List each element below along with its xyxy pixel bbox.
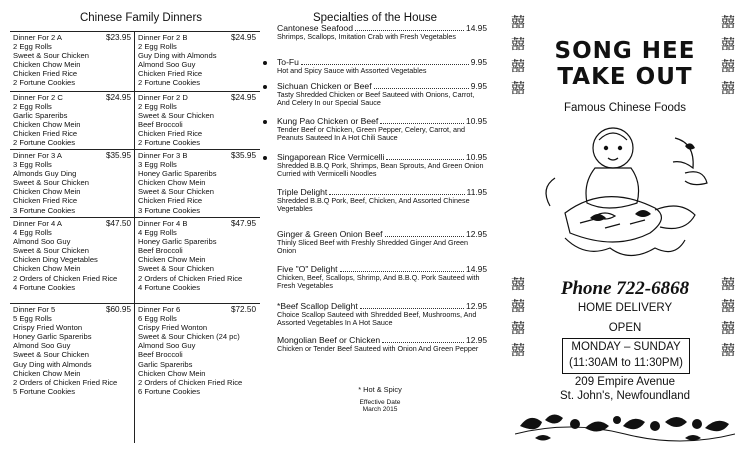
dinner-item: Chicken Chow Mein xyxy=(13,264,81,274)
dinner-item: 2 Egg Rolls xyxy=(138,42,177,52)
double-happiness-icon: 囍 xyxy=(511,299,525,315)
dinner-item: Chicken Chow Mein xyxy=(13,120,81,130)
leader-dots xyxy=(380,123,464,124)
double-happiness-icon: 囍 xyxy=(721,59,735,75)
dinner-price: $23.95 xyxy=(105,33,131,42)
dinner-item: 2 Fortune Cookies xyxy=(13,138,76,148)
dinner-item: 2 Egg Rolls xyxy=(13,42,52,52)
specialty-item xyxy=(277,58,487,75)
dinner-header xyxy=(13,219,131,228)
dinner-item: 5 Fortune Cookies xyxy=(13,386,76,396)
dinner-item: Almond Soo Guy xyxy=(138,60,196,70)
dinner-item: Sweet & Sour Chicken xyxy=(13,51,89,61)
grid-line xyxy=(10,303,260,304)
dinner-card xyxy=(13,151,131,215)
dinner-item: Guy Ding with Almonds xyxy=(138,51,217,61)
dinner-price: $24.95 xyxy=(230,93,256,102)
dinner-name: Dinner For 3 A xyxy=(13,151,62,160)
dinner-item: 2 Fortune Cookies xyxy=(13,78,76,88)
dinner-item: 2 Orders of Chicken Fried Rice xyxy=(13,377,118,387)
dinner-item: Chicken Fried Rice xyxy=(138,69,203,79)
dinner-item: Chicken Fried Rice xyxy=(138,196,203,206)
family-dinners-panel xyxy=(6,8,276,450)
double-happiness-icon: 囍 xyxy=(511,321,525,337)
dinner-item: Almond Soo Guy xyxy=(138,341,196,351)
specialty-price: 11.95 xyxy=(466,187,487,197)
effective-date-label: Effective Date xyxy=(359,399,401,406)
dinner-card xyxy=(13,33,131,88)
specialty-description: Thinly Sliced Beef with Freshly Shredded Ginger And Green Onion xyxy=(277,238,468,256)
dinner-card xyxy=(138,305,256,396)
specialty-item xyxy=(277,302,487,328)
dinner-item: 2 Orders of Chicken Fried Rice xyxy=(138,273,243,283)
specialty-item xyxy=(277,153,487,179)
restaurant-tagline: Famous Chinese Foods xyxy=(563,102,687,114)
dinner-item: 2 Egg Rolls xyxy=(13,102,52,112)
specialty-price: 10.95 xyxy=(466,152,487,162)
grid-line xyxy=(10,217,260,218)
dinner-item: Chicken Chow Mein xyxy=(13,60,81,70)
dinner-price: $35.95 xyxy=(230,151,256,160)
specialty-item xyxy=(277,117,487,143)
dinner-item: Honey Garlic Spareribs xyxy=(138,169,217,179)
boy-on-fish-illustration xyxy=(535,118,715,268)
dinner-item: Honey Garlic Spareribs xyxy=(13,332,92,342)
dinner-item: 4 Egg Rolls xyxy=(13,228,52,238)
street-address: 209 Empire Avenue xyxy=(574,376,676,388)
dinner-item: 3 Egg Rolls xyxy=(13,160,52,170)
double-happiness-icon: 囍 xyxy=(721,15,735,31)
dinner-card xyxy=(13,93,131,148)
leader-dots xyxy=(382,342,464,343)
dinner-header xyxy=(138,151,256,160)
leader-dots xyxy=(355,30,464,31)
dinner-item: Sweet & Sour Chicken xyxy=(138,187,214,197)
specialty-name: *Beef Scallop Delight xyxy=(277,301,358,311)
dinner-item: Sweet & Sour Chicken xyxy=(138,111,214,121)
specialty-item xyxy=(277,82,487,108)
spicy-bullet-icon xyxy=(263,120,267,124)
dinner-item: Beef Broccoli xyxy=(138,120,183,130)
dinner-name: Dinner For 4 A xyxy=(13,219,62,228)
double-happiness-icon: 囍 xyxy=(721,277,735,293)
double-happiness-icon: 囍 xyxy=(721,343,735,359)
dinner-item: Sweet & Sour Chicken (24 pc) xyxy=(138,332,240,342)
grid-line xyxy=(10,91,260,92)
double-happiness-icon: 囍 xyxy=(511,37,525,53)
dinner-item: Garlic Spareribs xyxy=(138,359,193,369)
dinner-name: Dinner For 2 A xyxy=(13,33,62,42)
dinner-card xyxy=(13,305,131,396)
dinner-item: 2 Orders of Chicken Fried Rice xyxy=(13,273,118,283)
dinner-card xyxy=(138,93,256,148)
dinner-price: $60.95 xyxy=(105,305,131,314)
dinner-name: Dinner For 6 xyxy=(138,305,181,314)
dinner-price: $72.50 xyxy=(230,305,256,314)
dinner-item: Crispy Fried Wonton xyxy=(13,323,83,333)
specialty-item xyxy=(277,336,487,353)
specialty-description: Shrimps, Scallops, Imitation Crab with Fresh Vegetables xyxy=(277,32,456,41)
specialty-price: 10.95 xyxy=(466,116,487,126)
floral-border-illustration xyxy=(515,406,735,444)
dinner-item: 3 Fortune Cookies xyxy=(13,205,76,215)
dinner-name: Dinner For 2 B xyxy=(138,33,188,42)
specialty-name: To-Fu xyxy=(277,57,299,67)
home-delivery-label: HOME DELIVERY xyxy=(577,302,673,314)
dinner-header xyxy=(13,93,131,102)
double-happiness-icon: 囍 xyxy=(721,81,735,97)
spicy-bullet-icon xyxy=(263,156,267,160)
dinner-header xyxy=(13,305,131,314)
specialties-title: Specialties of the House xyxy=(312,12,438,24)
grid-line xyxy=(134,31,135,443)
hours-box xyxy=(562,338,690,374)
dinner-card xyxy=(138,151,256,215)
dinner-item: 3 Egg Rolls xyxy=(138,160,177,170)
dinner-item: Chicken Chow Mein xyxy=(13,368,81,378)
dinner-item: 5 Egg Rolls xyxy=(13,314,52,324)
dinner-item: Chicken Chow Mein xyxy=(138,178,206,188)
dinner-item: 2 Egg Rolls xyxy=(138,102,177,112)
specialty-name: Five "O" Delight xyxy=(277,264,338,274)
leader-dots xyxy=(340,271,464,272)
dinner-card xyxy=(13,219,131,292)
dinner-item: 3 Fortune Cookies xyxy=(138,205,201,215)
dinner-item: 2 Fortune Cookies xyxy=(138,138,201,148)
specialty-description: Shredded B.B.Q Pork, Shrimps, Bean Sprouts, And Green Onion Curried with Vermicelli Noodles xyxy=(277,161,484,179)
double-happiness-icon: 囍 xyxy=(511,343,525,359)
dinner-item: Chicken Fried Rice xyxy=(138,129,203,139)
specialty-price: 14.95 xyxy=(466,23,487,33)
double-happiness-icon: 囍 xyxy=(721,299,735,315)
family-dinners-grid xyxy=(10,31,276,446)
dinner-item: Chicken Chow Mein xyxy=(138,255,206,265)
dinner-name: Dinner For 3 B xyxy=(138,151,188,160)
dinner-name: Dinner For 4 B xyxy=(138,219,188,228)
dinner-price: $35.95 xyxy=(105,151,131,160)
dinner-item: Almond Soo Guy xyxy=(13,341,71,351)
specialty-price: 12.95 xyxy=(466,301,487,311)
dinner-price: $24.95 xyxy=(105,93,131,102)
dinner-header xyxy=(138,219,256,228)
specialty-description: Shredded B.B.Q Pork, Beef, Chicken, And Assorted Chinese Vegetables xyxy=(277,196,470,214)
specialty-name: Triple Delight xyxy=(277,187,328,197)
dinner-item: Almond Soo Guy xyxy=(13,237,71,247)
family-dinners-title: Chinese Family Dinners xyxy=(79,12,203,24)
dinner-item: Chicken Fried Rice xyxy=(13,69,78,79)
open-days: MONDAY – SUNDAY xyxy=(571,341,681,353)
specialty-item xyxy=(277,24,487,41)
leader-dots xyxy=(385,236,464,237)
dinner-item: Chicken Ding Vegetables xyxy=(13,255,98,265)
specialty-description: Tasty Shredded Chicken or Beef Sauteed with Onions, Carrot, And Celery In our Special Sauce xyxy=(277,90,475,108)
dinner-name: Dinner For 2 C xyxy=(13,93,63,102)
dinner-item: Sweet & Sour Chicken xyxy=(13,350,89,360)
dinner-item: Sweet & Sour Chicken xyxy=(13,178,89,188)
specialty-price: 12.95 xyxy=(466,229,487,239)
dinner-price: $47.95 xyxy=(230,219,256,228)
specialty-description: Choice Scallop Sauteed with Shredded Beef, Mushrooms, And Assorted Vegetables In A Hot Sauce xyxy=(277,310,477,328)
dinner-item: 6 Egg Rolls xyxy=(138,314,177,324)
dinner-item: Garlic Spareribs xyxy=(13,111,68,121)
specialty-description: Chicken, Beef, Scallops, Shrimp, And B.B.Q. Pork Sauteed with Fresh Vegetables xyxy=(277,273,480,291)
specialty-name: Singaporean Rice Vermicelli xyxy=(277,152,385,162)
dinner-item: Sweet & Sour Chicken xyxy=(13,246,89,256)
dinner-card xyxy=(138,33,256,88)
dinner-item: Crispy Fried Wonton xyxy=(138,323,208,333)
dinner-item: 6 Fortune Cookies xyxy=(138,386,201,396)
specialty-item xyxy=(277,230,487,256)
specialty-price: 9.95 xyxy=(470,81,487,91)
specialty-description: Hot and Spicy Sauce with Assorted Vegetables xyxy=(277,66,427,75)
specialty-name: Ginger & Green Onion Beef xyxy=(277,229,383,239)
dinner-card xyxy=(138,219,256,292)
grid-line xyxy=(10,149,260,150)
dinner-item: Sweet & Sour Chicken xyxy=(138,264,214,274)
open-hours: (11:30AM to 11:30PM) xyxy=(569,357,683,369)
leader-dots xyxy=(386,159,464,160)
dinner-item: 4 Egg Rolls xyxy=(138,228,177,238)
leader-dots xyxy=(329,194,464,195)
dinner-header xyxy=(138,93,256,102)
leader-dots xyxy=(301,64,469,65)
spicy-bullet-icon xyxy=(263,85,267,89)
dinner-price: $47.50 xyxy=(105,219,131,228)
dinner-item: Chicken Chow Mein xyxy=(13,187,81,197)
double-happiness-icon: 囍 xyxy=(511,81,525,97)
dinner-name: Dinner For 2 D xyxy=(138,93,188,102)
dinner-header xyxy=(13,151,131,160)
leader-dots xyxy=(374,88,469,89)
specialty-name: Sichuan Chicken or Beef xyxy=(277,81,372,91)
double-happiness-icon: 囍 xyxy=(721,37,735,53)
phone-number[interactable]: Phone 722-6868 xyxy=(560,278,690,299)
restaurant-logo xyxy=(535,38,715,90)
dinner-item: 2 Orders of Chicken Fried Rice xyxy=(138,377,243,387)
dinner-header xyxy=(138,305,256,314)
grid-line xyxy=(10,31,260,32)
specialty-name: Mongolian Beef or Chicken xyxy=(277,335,381,345)
double-happiness-icon: 囍 xyxy=(511,277,525,293)
specialty-item xyxy=(277,188,487,214)
specialty-description: Chicken or Tender Beef Sauteed with Onion And Green Pepper xyxy=(277,344,479,353)
specialty-item xyxy=(277,265,487,291)
logo-line-1: SONG HEE xyxy=(554,38,696,64)
dinner-header xyxy=(13,33,131,42)
open-label: OPEN xyxy=(608,322,642,334)
effective-date-value: March 2015 xyxy=(362,406,398,413)
dinner-item: Chicken Fried Rice xyxy=(13,196,78,206)
specialty-description: Tender Beef or Chicken, Green Pepper, Celery, Carrot, and Peanuts Sauteed In A Hot Chili Sauce xyxy=(277,125,466,143)
dinner-header xyxy=(138,33,256,42)
dinner-item: Almonds Guy Ding xyxy=(13,169,77,179)
dinner-item: Honey Garlic Spareribs xyxy=(138,237,217,247)
double-happiness-icon: 囍 xyxy=(721,321,735,337)
specialty-name: Kung Pao Chicken or Beef xyxy=(277,116,379,126)
leader-dots xyxy=(360,308,464,309)
double-happiness-icon: 囍 xyxy=(511,15,525,31)
hot-spicy-note: * Hot & Spicy xyxy=(358,385,402,394)
specialty-name: Cantonese Seafood xyxy=(277,23,353,33)
dinner-item: 4 Fortune Cookies xyxy=(138,282,201,292)
dinner-item: Guy Ding with Almonds xyxy=(13,359,92,369)
dinner-item: 2 Fortune Cookies xyxy=(138,78,201,88)
dinner-price: $24.95 xyxy=(230,33,256,42)
specialty-price: 12.95 xyxy=(466,335,487,345)
dinner-item: Chicken Fried Rice xyxy=(13,129,78,139)
specialty-price: 14.95 xyxy=(466,264,487,274)
dinner-item: Beef Broccoli xyxy=(138,246,183,256)
double-happiness-icon: 囍 xyxy=(511,59,525,75)
city-address: St. John's, Newfoundland xyxy=(559,390,691,402)
restaurant-panel xyxy=(505,8,745,448)
dinner-item: Chicken Chow Mein xyxy=(138,368,206,378)
logo-line-2: TAKE OUT xyxy=(557,64,693,90)
specialty-price: 9.95 xyxy=(470,57,487,67)
dinner-name: Dinner For 5 xyxy=(13,305,56,314)
spicy-bullet-icon xyxy=(263,61,267,65)
dinner-item: Beef Broccoli xyxy=(138,350,183,360)
dinner-item: 4 Fortune Cookies xyxy=(13,282,76,292)
